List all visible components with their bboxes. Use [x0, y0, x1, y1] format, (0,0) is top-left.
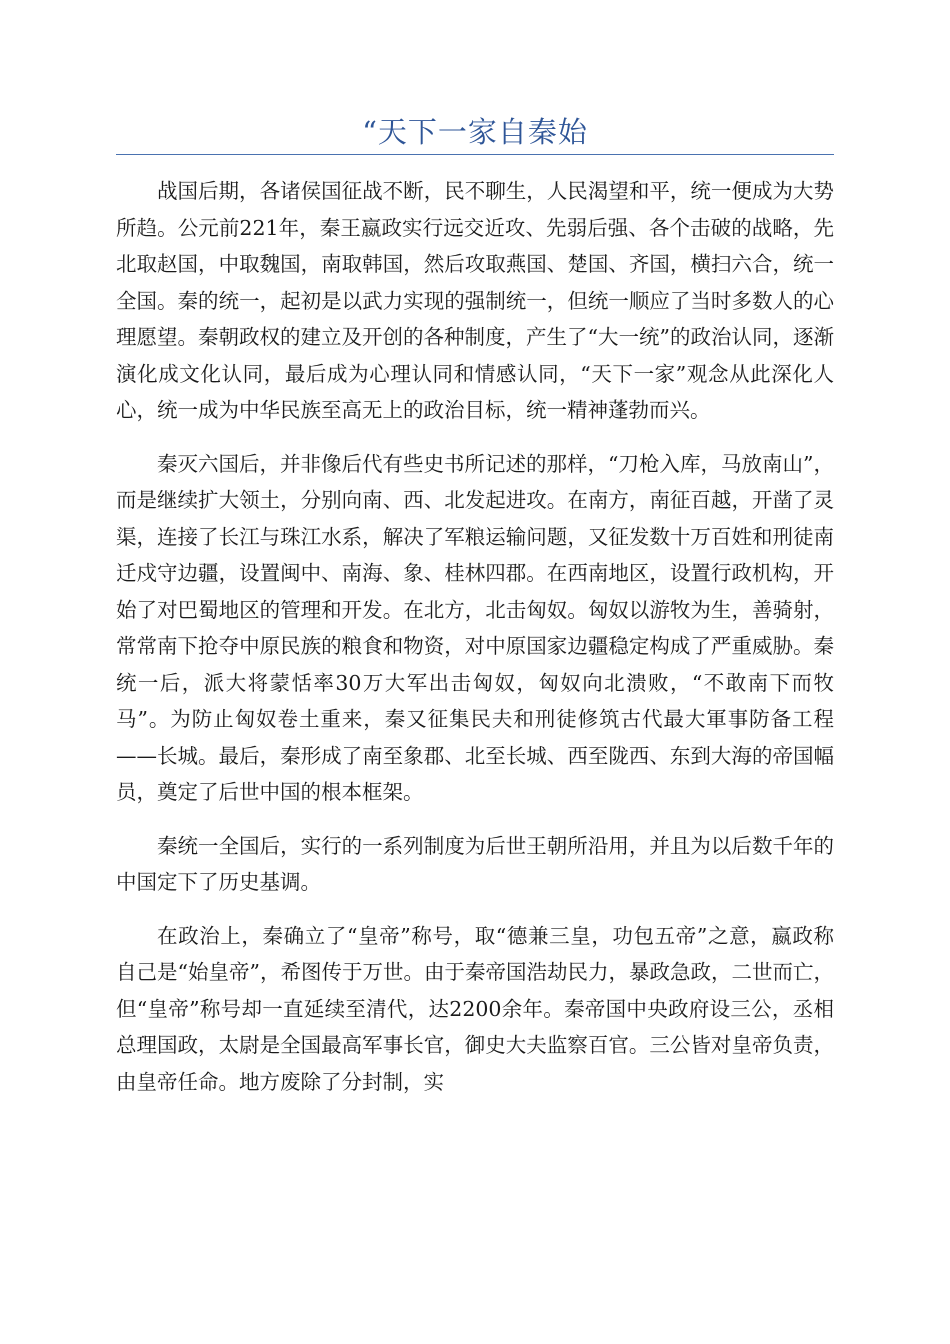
paragraph: 在政治上，秦确立了“皇帝”称号，取“德兼三皇，功包五帝”之意，嬴政称自己是“始皇帝”，希图传于万世。由于秦帝国浩劫民力，暴政急政，二世而亡，但“皇帝”称号却一直延续至清代，达2200余年。秦帝国中央政府设三公，丞相总理国政，太尉是全国最高军事长官，御史大夫监察百官。三公皆对皇帝负责，由皇帝任命。地方废除了分封制，实 — [116, 923, 834, 1094]
paragraph: 战国后期，各诸侯国征战不断，民不聊生，人民渴望和平，统一便成为大势所趋。公元前221年，秦王嬴政实行远交近攻、先弱后强、各个击破的战略，先北取赵国，中取魏国，南取韩国，然后攻取燕国、楚国、齐国，横扫六合，统一全国。秦的统一，起初是以武力实现的强制统一，但统一顺应了当时多数人的心理愿望。秦朝政权的建立及开创的各种制度，产生了“大一统”的政治认同，逐渐演化成文化认同，最后成为心理认同和情感认同，“天下一家”观念从此深化人心，统一成为中华民族至高无上的政治目标，统一精神蓬勃而兴。 — [116, 179, 834, 422]
document-title: “天下一家自秦始 — [362, 115, 588, 149]
paragraph: 秦灭六国后，并非像后代有些史书所记述的那样，“刀枪入库，马放南山”，而是继续扩大领土，分别向南、西、北发起进攻。在南方，南征百越，开凿了灵渠，连接了长江与珠江水系，解决了军粮运输问题，又征发数十万百姓和刑徒南迁戍守边疆，设置闽中、南海、象、桂林四郡。在西南地区，设置行政机构，开始了对巴蜀地区的管理和开发。在北方，北击匈奴。匈奴以游牧为生，善骑射，常常南下抢夺中原民族的粮食和物资，对中原国家边疆稳定构成了严重威胁。秦统一后，派大将蒙恬率30万大军出击匈奴，匈奴向北溃败，“不敢南下而牧马”。为防止匈奴卷土重来，秦又征集民夫和刑徒修筑古代最大軍事防备工程——长城。最后，秦形成了南至象郡、北至长城、西至陇西、东到大海的帝国幅员，奠定了后世中国的根本框架。 — [116, 451, 834, 804]
paragraph: 秦统一全国后，实行的一系列制度为后世王朝所沿用，并且为以后数千年的中国定下了历史基调。 — [116, 833, 834, 894]
title-underline — [116, 154, 834, 155]
document-body — [116, 173, 834, 1117]
